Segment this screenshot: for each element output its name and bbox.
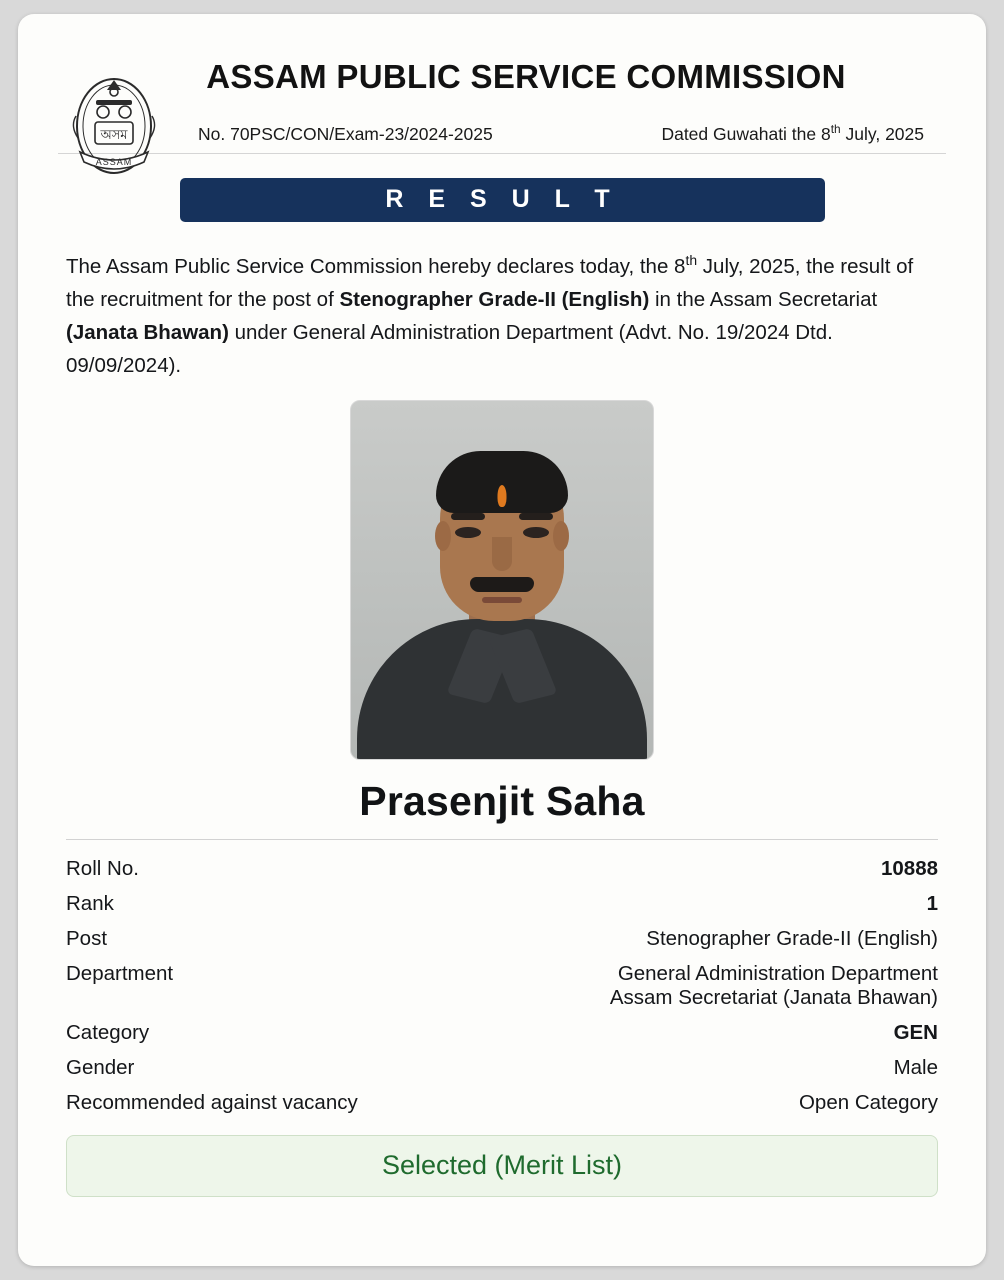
- table-row: [66, 1051, 938, 1086]
- table-row: [66, 957, 938, 1016]
- detail-value-rank: 1: [926, 892, 938, 916]
- detail-label-gender: Gender: [66, 1056, 135, 1080]
- table-row: [66, 887, 938, 922]
- candidate-photo: [350, 400, 654, 760]
- table-row: [66, 1016, 938, 1051]
- detail-label-vacancy: Recommended against vacancy: [66, 1091, 358, 1115]
- declaration-bhawan: (Janata Bhawan): [66, 320, 229, 344]
- reference-line: [198, 122, 928, 145]
- table-row: [66, 1086, 938, 1121]
- notice-date: Dated Guwahati the 8th July, 2025: [661, 122, 924, 144]
- photo-tilak: [498, 485, 507, 507]
- result-document: [18, 14, 986, 1266]
- details-table: [66, 839, 938, 1121]
- photo-eyebrow-left: [451, 513, 485, 520]
- photo-moustache: [470, 577, 534, 592]
- photo-eye-left: [455, 527, 481, 538]
- photo-nose: [492, 537, 512, 571]
- declaration-part-1: The Assam Public Service Commission hereby declares today, the 8: [66, 254, 686, 278]
- india-state-emblem-icon: [70, 66, 158, 184]
- detail-value-vacancy: Open Category: [798, 1091, 938, 1115]
- page-title: ASSAM PUBLIC SERVICE COMMISSION: [206, 58, 846, 95]
- detail-label-department: Department: [66, 962, 174, 986]
- notice-number: No. 70PSC/CON/Exam-23/2024-2025: [198, 123, 493, 144]
- status-badge: Selected (Merit List): [66, 1135, 938, 1197]
- detail-value-department-line2: Assam Secretariat (Janata Bhawan): [609, 986, 938, 1010]
- detail-label-roll-no: Roll No.: [66, 857, 139, 881]
- date-ordinal-suffix: th: [830, 122, 841, 136]
- declaration-paragraph: [66, 244, 938, 382]
- declaration-part-4: under General Administration Department (Advt. No. 19/2024 Dtd. 09/09/2024).: [66, 320, 833, 377]
- detail-label-rank: Rank: [66, 892, 114, 916]
- photo-ear-left: [435, 521, 451, 551]
- detail-label-category: Category: [66, 1021, 150, 1045]
- table-row: [66, 852, 938, 887]
- photo-ear-right: [553, 521, 569, 551]
- detail-value-roll-no: 10888: [880, 857, 938, 881]
- detail-label-post: Post: [66, 927, 108, 951]
- svg-text:অসম: অসম: [100, 128, 128, 143]
- photo-mouth: [482, 597, 522, 603]
- detail-value-department-line1: General Administration Department: [617, 962, 938, 986]
- detail-value-post: Stenographer Grade-II (English): [646, 927, 938, 951]
- declaration-part-3: in the Assam Secretariat: [649, 287, 878, 311]
- table-row: [66, 922, 938, 957]
- result-banner: R E S U L T: [180, 178, 825, 222]
- declaration-part-2: July, 2025, the result of the recruitment for the post of: [66, 254, 914, 311]
- detail-value-gender: Male: [893, 1056, 938, 1080]
- detail-value-department: [610, 962, 938, 1010]
- svg-text:ASSAM: ASSAM: [95, 157, 133, 167]
- photo-eyebrow-right: [519, 513, 553, 520]
- declaration-post-name: Stenographer Grade-II (English): [339, 287, 650, 311]
- declaration-ordinal-suffix: th: [685, 251, 698, 268]
- detail-value-category: GEN: [893, 1021, 938, 1045]
- candidate-name: Prasenjit Saha: [359, 777, 645, 824]
- photo-eye-right: [523, 527, 549, 538]
- document-header: [58, 58, 946, 167]
